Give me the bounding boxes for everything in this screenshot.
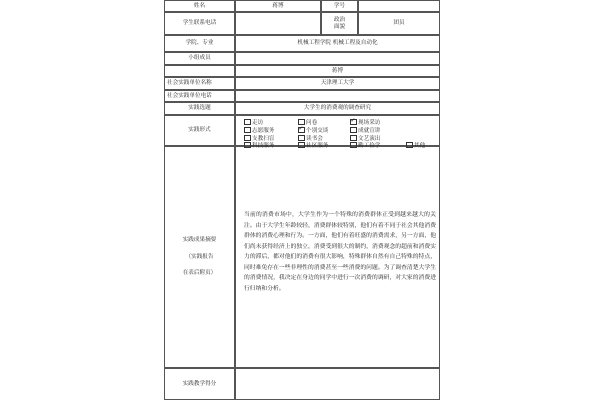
form-label: 实践形式 (164, 115, 235, 146)
option-label: 文艺演出 (358, 136, 381, 142)
score-value (235, 368, 440, 400)
result-label (164, 146, 235, 368)
option-label: 问卷 (306, 120, 318, 126)
unit-phone-value (235, 90, 440, 102)
option-other[interactable] (406, 141, 425, 149)
option-individual-talk[interactable] (298, 126, 328, 134)
result-label-note-1: （实践报告 (185, 253, 214, 260)
checkbox-icon[interactable] (350, 127, 357, 134)
topic-value: 大学生的消费观的调查研究 (235, 102, 440, 115)
checkbox-checked-icon[interactable] (298, 127, 305, 134)
practice-form (164, 0, 440, 400)
name-label: 姓名 (164, 0, 235, 12)
option-label: 志愿服务 (252, 128, 275, 134)
practice-abstract: 当前的消费市场中，大学生作为一个特殊的消费群体正受到越来越大的关注。由于大学生年龄较轻，消费群体较特别，他们有着不同于社会其他消费群体的消费心理和行为。一方面，他们有着旺盛的消费需求，另一方面，他们尚未获得经济上的独立，消费受到很大的制约，消费观念的超前和消费实力的滞后，都对他们的消费有很大影响，特殊群体自然有自己特殊的特点，同时难免存在一些非理性的消费甚至一些消费的问题。为了调查清楚大学生的消费情况，我决定在身边的同学中进行一次消费的调研，对大家的消费进行归纳和分析。 (244, 212, 436, 292)
political-label (321, 12, 358, 35)
group-value (235, 52, 440, 65)
option-label: 社区服务 (306, 143, 329, 149)
option-visit[interactable] (244, 118, 263, 126)
option-label: 勤工俭学 (358, 143, 381, 149)
checkbox-icon[interactable] (350, 142, 357, 149)
political-value: 团员 (358, 12, 440, 35)
student-id-value (358, 0, 440, 12)
practice-unit-value: 天津理工大学 (235, 77, 440, 90)
option-achievement-talk[interactable] (350, 126, 380, 134)
college-label: 学院、专业 (164, 35, 235, 52)
checkbox-icon[interactable] (406, 142, 413, 149)
checkbox-checked-icon[interactable] (350, 119, 357, 126)
group-member-value: 蒋博 (235, 65, 440, 77)
unit-phone-label: 社会实践单位电话 (164, 90, 235, 102)
phone-value (235, 12, 321, 35)
option-volunteer[interactable] (244, 126, 274, 134)
result-label-note-2: 在表后附页） (182, 270, 217, 277)
checkbox-icon[interactable] (298, 142, 305, 149)
option-label: 成就宣讲 (358, 128, 381, 134)
student-id-label: 学号 (321, 0, 358, 12)
practice-unit-label: 社会实践单位名称 (164, 77, 235, 90)
option-label: 走访 (252, 120, 264, 126)
option-label: 科技服务 (252, 143, 275, 149)
checkbox-icon[interactable] (244, 142, 251, 149)
phone-label: 学生联系电话 (164, 12, 235, 35)
score-label: 实践教学得分 (164, 368, 235, 400)
option-label: 其他 (414, 143, 426, 149)
option-tech-service[interactable] (244, 141, 274, 149)
political-label-line1: 政治 (333, 16, 346, 23)
checkbox-icon[interactable] (244, 127, 251, 134)
group-label: 小组成员 (164, 52, 235, 65)
option-label: 读书会 (306, 136, 323, 142)
group-member-label (164, 65, 235, 77)
option-label: 现场采访 (358, 120, 381, 126)
college-value: 机械工程学院 机械工程及自动化 (235, 35, 440, 52)
result-label-title: 实践成果摘要 (182, 236, 217, 243)
option-label: 支教扫盲 (252, 136, 275, 142)
option-label: 个别交谈 (306, 128, 329, 134)
checkbox-icon[interactable] (244, 119, 251, 126)
political-label-line2: 面貌 (333, 23, 346, 30)
topic-label: 实践选题 (164, 102, 235, 115)
option-community-service[interactable] (298, 141, 328, 149)
option-field-interview[interactable] (350, 118, 380, 126)
option-work-study[interactable] (350, 141, 380, 149)
name-value: 蒋博 (235, 0, 321, 12)
